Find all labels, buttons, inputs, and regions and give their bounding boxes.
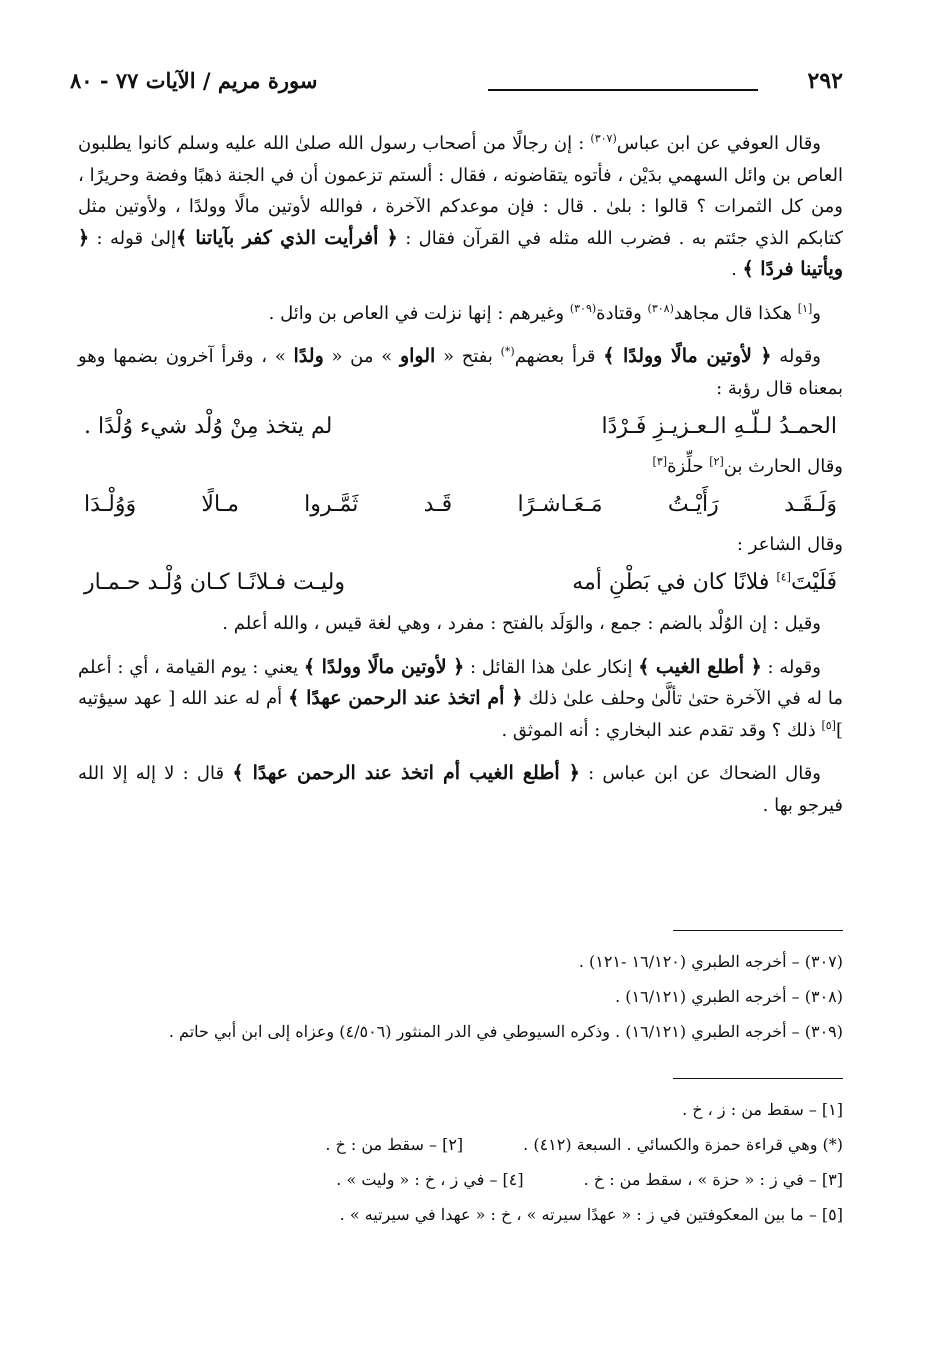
note-marker: (*)	[500, 345, 515, 358]
text-run: حلِّزة	[667, 456, 710, 477]
attribution-harith	[78, 452, 843, 482]
note-item: [٣] – في ز : « حزة » ، سقط من : خ .	[583, 1170, 843, 1189]
note-item: [١] – سقط من : ز ، خ .	[682, 1100, 843, 1119]
verse-word: مـالًا	[201, 492, 239, 517]
notes-rule	[673, 1078, 843, 1079]
text-run: ذلك ؟ وقد تقدم عند البخاري : أنه الموثق .	[501, 719, 822, 741]
text-run: إلىٰ قوله :	[89, 227, 176, 249]
quran-quote: ﴿ أم اتخذ عند الرحمن عهدًا ﴾	[288, 687, 523, 709]
verse-hemistich: وليـت فـلانًـا كـان وُلْـد حـمـار	[84, 570, 345, 595]
verse-2	[78, 486, 843, 524]
text-run: يعني : يوم القيامة ، أي : أعلم ما له في الآخرة حتىٰ تألَّىٰ وحلف علىٰ ذلك	[78, 656, 844, 709]
verse-hemistich	[572, 564, 837, 602]
reference-marker: (٣٠٧)	[590, 132, 617, 145]
quran-quote: ﴿ ويأتينا فردًا ﴾	[78, 226, 843, 280]
reference-item: (٣٠٧) – أخرجه الطبري (١٦/١٢٠ -١٢١) .	[578, 952, 843, 971]
paragraph-3	[78, 341, 843, 404]
note-row	[78, 1127, 843, 1162]
quran-quote: ﴿ أفرأيت الذي كفر بآياتنا ﴾	[175, 226, 398, 249]
note-marker: [١]	[797, 301, 813, 315]
references-list	[78, 944, 843, 1049]
text-run: إنكار علىٰ هذا القائل :	[464, 656, 639, 678]
quran-quote: ﴿ لأوتين مالًا وولدًا ﴾	[303, 655, 465, 678]
text-run: فلانًا كان في بَطْنِ أمه	[572, 570, 777, 595]
text-run: وغيرهم : إنها نزلت في العاص بن وائل .	[268, 302, 570, 324]
paragraph-6	[78, 758, 843, 821]
quran-quote: ﴿ لأوتين مالًا وولدًا ﴾	[603, 345, 772, 367]
paragraph-5	[78, 652, 843, 747]
paragraph-1	[78, 128, 843, 286]
attribution-poet: وقال الشاعر :	[736, 534, 843, 555]
paragraph-4: وقيل : إن الوُلْد بالضم : جمع ، والوَلَد بالفتح : مفرد ، وهي لغة قيس ، والله أعلم .	[222, 613, 821, 634]
note-marker: [٢]	[709, 455, 724, 468]
note-item: [٥] – ما بين المعكوفتين في ز : « عهدًا سيرته » ، خ : « عهدا في سيرتيه » .	[339, 1205, 843, 1224]
main-text	[78, 128, 843, 833]
text-run: : إن رجالًا من أصحاب رسول الله صلىٰ الله عليه وسلم كانوا يطلبون العاص بن وائل السهمي بدَيْن ، فأتوه يتقاضونه ، فقال : ألستم تزعمون أن في الجنة ذهبًا وفضة وحريرًا ، ومن كل الثمرات ؟ قالوا : بلىٰ . قال : فإن موعدكم الآخرة ، فوالله لأوتين مالًا وولدًا ، ولأوتين مثل كتابكم الذي جئتم به . فضرب الله مثله في القرآن فقال :	[78, 133, 843, 249]
reference-item: (٣٠٩) – أخرجه الطبري (١٦/١٢١) . وذكره السيوطي في الدر المنثور (٤/٥٠٦) وعزاه إلى ابن أبي حاتم .	[168, 1022, 843, 1041]
note-marker: [٤]	[776, 570, 791, 584]
text-run: » ، وقرأ آخرون بضمها وهو بمعناه قال رؤبة :	[78, 346, 843, 399]
verse-word: مَـعَـاشـرًا	[517, 492, 603, 517]
note-row	[78, 1162, 843, 1197]
quran-quote: ﴿ أطلع الغيب أم اتخذ عند الرحمن عهدًا ﴾	[232, 762, 580, 784]
text-run: » من «	[323, 346, 400, 367]
page-header	[70, 64, 843, 104]
text-run: وقال العوفي عن ابن عباس	[616, 133, 821, 154]
text-run: فَلَيْتَ	[790, 570, 837, 595]
verse-word: رَأَيْـتُ	[667, 492, 719, 517]
text-run: وقتادة	[596, 302, 648, 324]
header-rule	[488, 89, 758, 91]
text-run: هكذا قال مجاهد	[673, 302, 798, 324]
notes-list	[78, 1092, 843, 1232]
bold-word: ولدًا	[293, 345, 324, 367]
verse-1	[78, 408, 843, 446]
text-run: بفتح «	[435, 346, 501, 367]
text-run: وقوله	[771, 346, 821, 367]
paragraph-2	[78, 298, 843, 330]
text-run: قرأ بعضهم	[514, 346, 604, 367]
verse-hemistich: لم يتخذ مِنْ وُلْد شيء وُلْدًا .	[84, 414, 333, 439]
note-marker: [٣]	[652, 455, 668, 468]
reference-marker: (٣٠٨)	[647, 301, 674, 315]
quran-quote: ﴿ أطلع الغيب ﴾	[638, 655, 762, 678]
verse-3	[78, 564, 843, 602]
text-run: .	[731, 259, 743, 280]
verse-word: قَـد	[423, 492, 453, 517]
page-number: ٢٩٢	[807, 68, 843, 94]
verse-word: وَلَـقَـد	[784, 492, 837, 517]
verse-hemistich: الحمـدُ لـلّـهِ الـعـزيـزِ فَـرْدًا	[601, 414, 837, 439]
text-run: وقال الحارث بن	[723, 456, 843, 477]
bold-word: الواو	[399, 345, 436, 367]
text-run: و	[812, 302, 821, 324]
reference-marker: (٣٠٩)	[569, 301, 597, 315]
note-marker: [٥]	[821, 718, 836, 732]
note-item: (*) وهي قراءة حمزة والكسائي . السبعة (٤١٢) .	[523, 1135, 843, 1154]
text-run: وقال الضحاك عن ابن عباس :	[579, 763, 821, 784]
verse-word: ثَمَّـروا	[304, 492, 359, 517]
verse-word: وَوُلْـدَا	[84, 492, 137, 517]
running-title: سورة مريم / الآيات ٧٧ - ٨٠	[70, 68, 318, 93]
text-run: أم له عند الله [ عهد سيؤتيه ]	[78, 688, 843, 741]
text-run: قال : لا إله إلا الله فيرجو بها .	[78, 763, 843, 816]
reference-item: (٣٠٨) – أخرجه الطبري (١٦/١٢١) .	[615, 987, 843, 1006]
note-item: [٢] – سقط من : خ .	[325, 1135, 464, 1154]
text-run: وقوله :	[761, 656, 821, 678]
references-rule	[673, 930, 843, 931]
note-item: [٤] – في ز ، خ : « وليت » .	[336, 1170, 524, 1189]
